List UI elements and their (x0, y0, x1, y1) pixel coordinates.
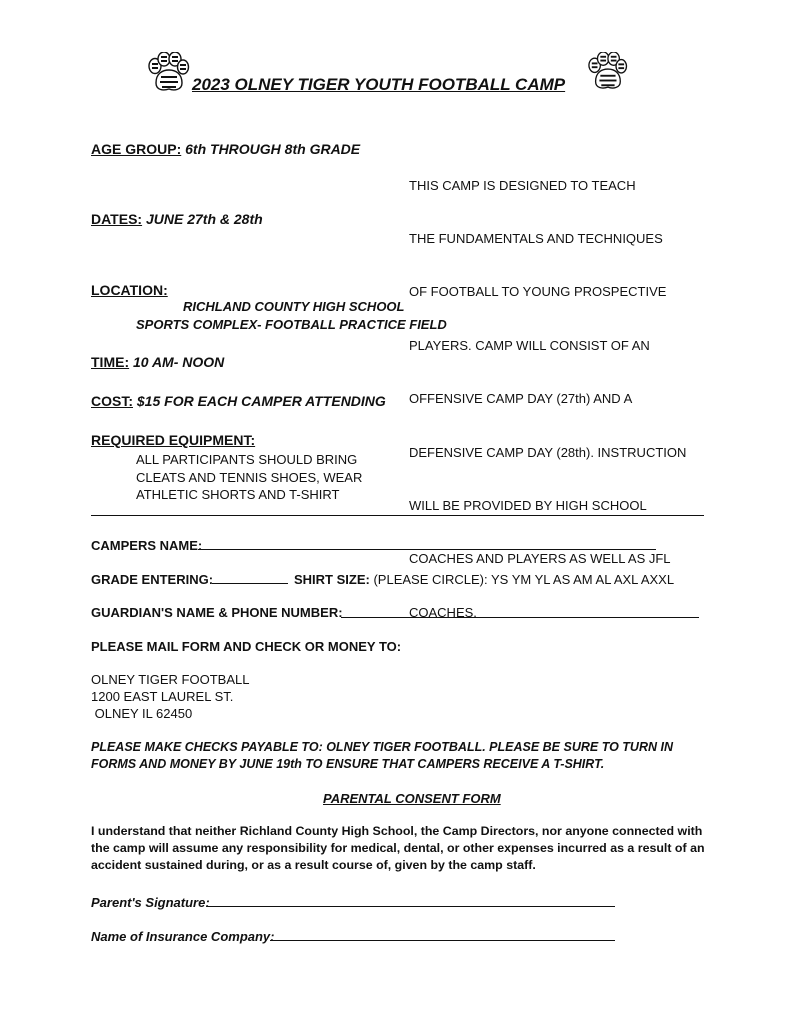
insurance-field[interactable] (270, 940, 615, 941)
description-line: COACHES. (409, 604, 477, 620)
notice-line: FORMS AND MONEY BY JUNE 19th TO ENSURE THAT CAMPERS RECEIVE A T-SHIRT. (91, 757, 605, 771)
divider (91, 515, 704, 516)
consent-line: accident sustained during, or as a result course of, given by the camp staff. (91, 858, 536, 872)
page-title: 2023 OLNEY TIGER YOUTH FOOTBALL CAMP (192, 75, 566, 94)
description-line: OF FOOTBALL TO YOUNG PROSPECTIVE (409, 284, 667, 300)
consent-line: I understand that neither Richland County High School, the Camp Directors, nor anyone connected with (91, 824, 703, 838)
time-label: TIME: (91, 354, 130, 370)
time-value: 10 AM- NOON (133, 354, 225, 370)
consent-line: the camp will assume any responsibility for medical, dental, or other expenses incurred as a result of an (91, 841, 705, 855)
address-line: 1200 EAST LAUREL ST. (91, 689, 234, 704)
signature-label: Parent's Signature: (91, 895, 210, 910)
consent-heading: PARENTAL CONSENT FORM (323, 791, 501, 806)
location-line-2: SPORTS COMPLEX- FOOTBALL PRACTICE FIELD (136, 317, 447, 332)
insurance-label: Name of Insurance Company: (91, 929, 275, 944)
shirt-size (294, 572, 674, 587)
location-line-1: RICHLAND COUNTY HIGH SCHOOL (183, 299, 405, 314)
description-line: THE FUNDAMENTALS AND TECHNIQUES (409, 230, 663, 246)
description-line: COACHES AND PLAYERS AS WELL AS JFL (409, 551, 671, 567)
shirt-size-label: SHIRT SIZE: (294, 572, 370, 587)
equipment-label: REQUIRED EQUIPMENT: (91, 432, 256, 448)
dates-value: JUNE 27th & 28th (145, 211, 263, 227)
camp-description (409, 141, 686, 639)
signature-field[interactable] (207, 906, 615, 907)
age-group-value: 6th THROUGH 8th GRADE (185, 141, 361, 157)
age-group (91, 141, 360, 157)
notice-line: PLEASE MAKE CHECKS PAYABLE TO: OLNEY TIGER FOOTBALL. PLEASE BE SURE TO TURN IN (91, 740, 673, 754)
equipment-line: ALL PARTICIPANTS SHOULD BRING (136, 452, 358, 467)
description-line: DEFENSIVE CAMP DAY (28th). INSTRUCTION (409, 444, 687, 460)
address-line: OLNEY IL 62450 (91, 706, 193, 721)
cost-label: COST: (91, 393, 133, 409)
mail-instructions: PLEASE MAIL FORM AND CHECK OR MONEY TO: (91, 639, 402, 654)
cost-value: $15 FOR EACH CAMPER ATTENDING (136, 393, 386, 409)
dates-label: DATES: (91, 211, 143, 227)
description-line: THIS CAMP IS DESIGNED TO TEACH (409, 177, 636, 193)
grade-entering-label: GRADE ENTERING: (91, 572, 214, 587)
description-line: OFFENSIVE CAMP DAY (27th) AND A (409, 391, 633, 407)
grade-entering-field[interactable] (212, 583, 288, 584)
equipment-line: ATHLETIC SHORTS AND T-SHIRT (136, 487, 340, 502)
tiger-paw-icon (586, 52, 628, 90)
dates (91, 211, 263, 227)
location-label: LOCATION: (91, 282, 168, 298)
time (91, 354, 224, 370)
address-line: OLNEY TIGER FOOTBALL (91, 672, 250, 687)
guardian-field[interactable] (341, 617, 699, 618)
guardian-label: GUARDIAN'S NAME & PHONE NUMBER: (91, 605, 343, 620)
shirt-size-options[interactable]: (PLEASE CIRCLE): YS YM YL AS AM AL AXL AXXL (373, 572, 675, 587)
cost (91, 393, 386, 409)
campers-name-label: CAMPERS NAME: (91, 538, 203, 553)
tiger-paw-icon (146, 52, 190, 92)
campers-name-field[interactable] (198, 549, 656, 550)
description-line: WILL BE PROVIDED BY HIGH SCHOOL (409, 497, 647, 513)
description-line: PLAYERS. CAMP WILL CONSIST OF AN (409, 337, 650, 353)
age-group-label: AGE GROUP: (91, 141, 182, 157)
equipment-line: CLEATS AND TENNIS SHOES, WEAR (136, 470, 363, 485)
